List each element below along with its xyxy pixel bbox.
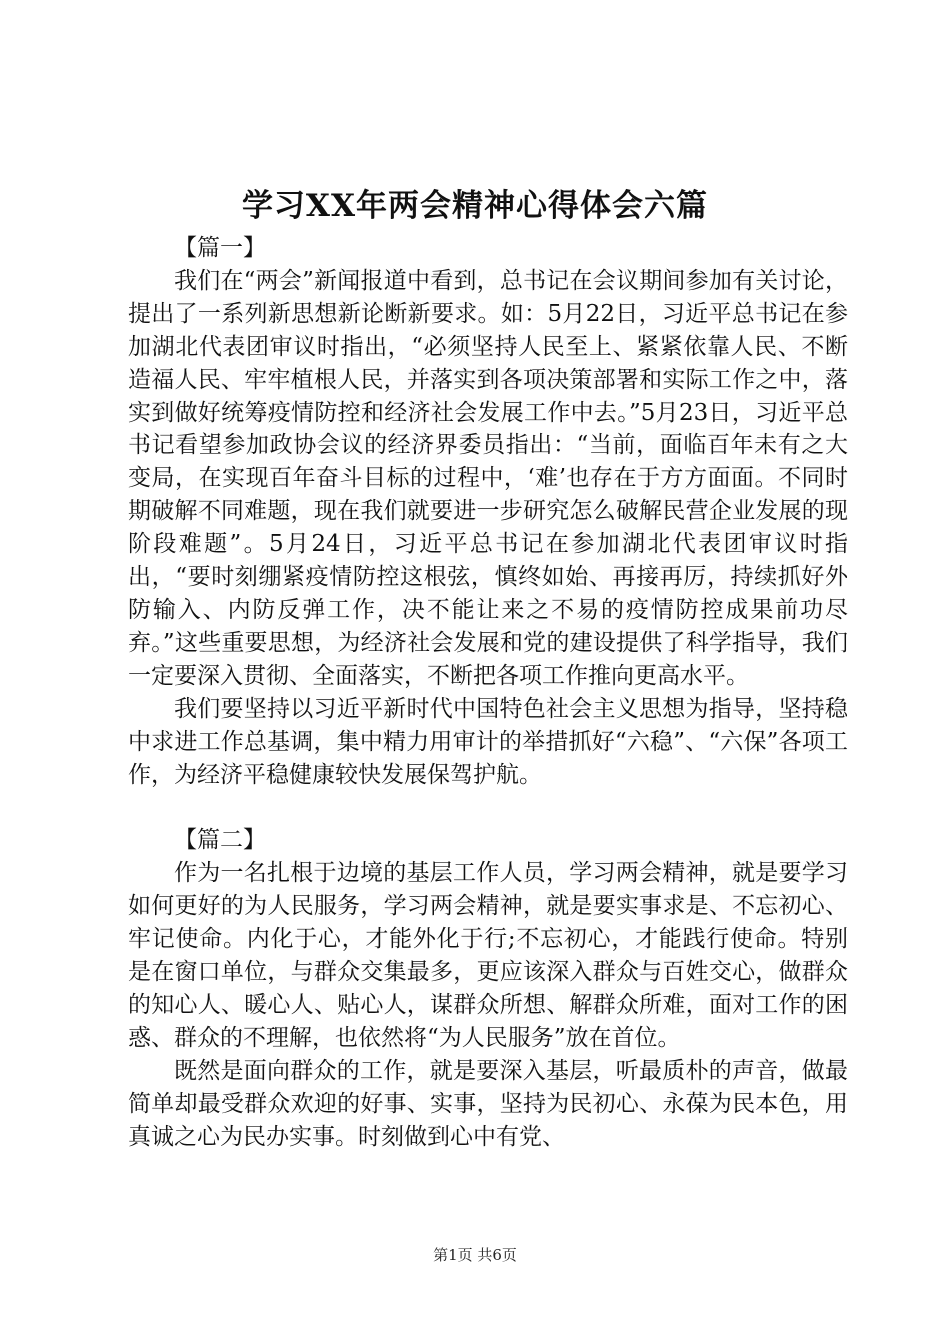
- page-footer: 第1页 共6页: [433, 1246, 517, 1264]
- section-spacer: [128, 791, 848, 824]
- paragraph: 作为一名扎根于边境的基层工作人员，学习两会精神，就是要学习如何更好的为人民服务，学习两会精神，就是要实事求是、不忘初心、牢记使命。内化于心，才能外化于行;不忘初心，才能践行使命。特别是在窗口单位，与群众交集最多，更应该深入群众与百姓交心，做群众的知心人、暖心人、贴心人，谋群众所想、解群众所难，面对工作的困惑、群众的不理解，也依然将“为人民服务”放在首位。: [128, 860, 848, 1051]
- section-heading-1: 【篇一】: [174, 235, 266, 261]
- document-body: [128, 232, 848, 1153]
- paragraph: 既然是面向群众的工作，就是要深入基层，听最质朴的声音，做最简单却最受群众欢迎的好事、实事，坚持为民初心、永葆为民本色，用真诚之心为民办实事。时刻做到心中有党、: [128, 1057, 848, 1150]
- document-title: 学习XX年两会精神心得体会六篇: [241, 188, 709, 224]
- paragraph: 我们在“两会”新闻报道中看到，总书记在会议期间参加有关讨论，提出了一系列新思想新论断新要求。如：5月22日，习近平总书记在参加湖北代表团审议时指出，“必须坚持人民至上、紧紧依靠人民、不断造福人民、牢牢植根人民，并落实到各项决策部署和实际工作之中，落实到做好统筹疫情防控和经济社会发展工作中去。”5月23日，习近平总书记看望参加政协会议的经济界委员指出：“当前，面临百年未有之大变局，在实现百年奋斗目标的过程中，‘难’也存在于方方面面。不同时期破解不同难题，现在我们就要进一步研究怎么破解民营企业发展的现阶段难题”。5月24日，习近平总书记在参加湖北代表团审议时指出，“要时刻绷紧疫情防控这根弦，慎终如始、再接再厉，持续抓好外防输入、内防反弹工作，决不能让来之不易的疫情防控成果前功尽弃。”这些重要思想，为经济社会发展和党的建设提供了科学指导，我们一定要深入贯彻、全面落实，不断把各项工作推向更高水平。: [128, 267, 848, 689]
- paragraph: 我们要坚持以习近平新时代中国特色社会主义思想为指导，坚持稳中求进工作总基调，集中精力用审计的举措抓好“六稳”、“六保”各项工作，为经济平稳健康较快发展保驾护航。: [128, 695, 848, 788]
- section-heading-2: 【篇二】: [174, 827, 266, 854]
